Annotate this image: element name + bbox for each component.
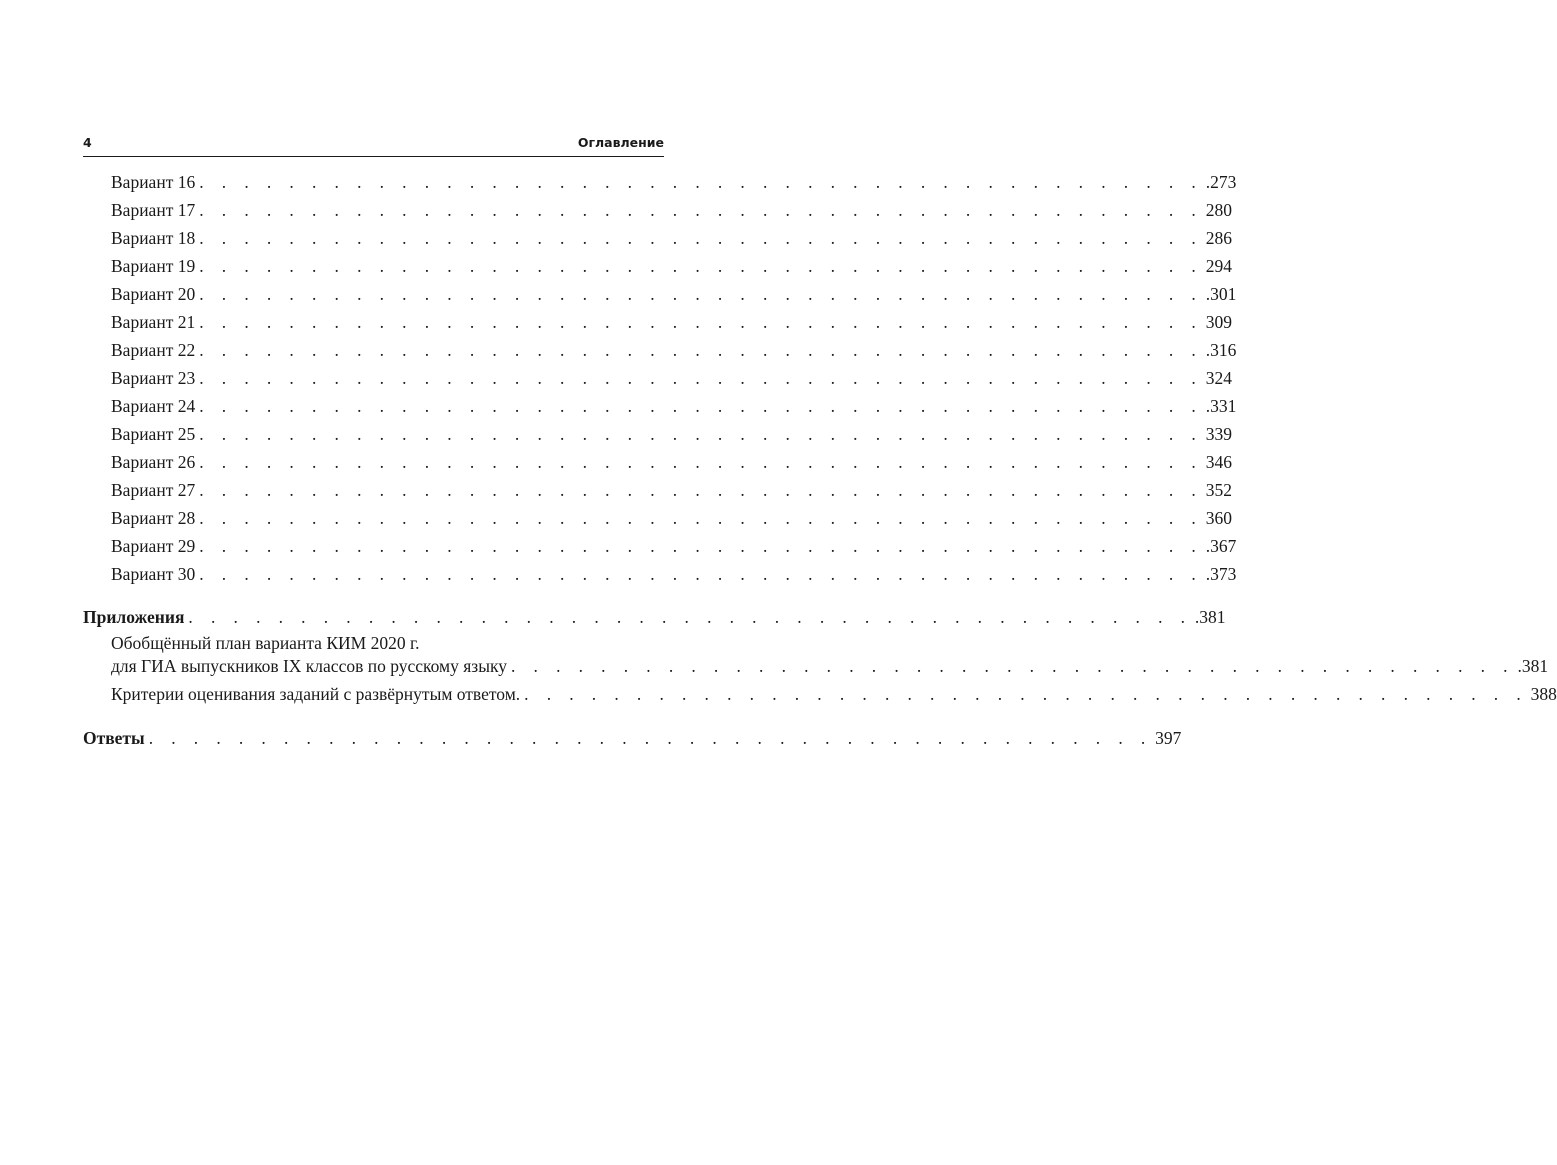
toc-entry-page: .367 [1203, 534, 1237, 558]
toc-sub-entry-line1: Обобщённый план варианта КИМ 2020 г. [111, 633, 420, 653]
toc-entry-page: 286 [1203, 226, 1232, 250]
toc-entry-label: Вариант 19 [111, 254, 199, 278]
toc-entry-variant-23[interactable] [83, 366, 1232, 390]
toc-entry-page: 360 [1203, 506, 1232, 530]
toc-entry-page: .273 [1203, 170, 1237, 194]
dot-leader: . . . . . . . . . . . . . . . . . . . . . . . . . . . . . . . . . . . . . . . . . . . . . [199, 312, 1203, 332]
toc-entry-variant-22[interactable] [83, 338, 1237, 362]
toc-entry-page: .316 [1203, 338, 1237, 362]
toc-entry-variant-16[interactable] [83, 170, 1237, 194]
toc-entry-page: .381 [1514, 654, 1548, 678]
toc-entry-label: Вариант 24 [111, 394, 199, 418]
dot-leader: . . . . . . . . . . . . . . . . . . . . . . . . . . . . . . . . . . . . . . . . . . . . . [199, 564, 1203, 584]
toc-entry-variant-29[interactable] [83, 534, 1237, 558]
toc-entry-variant-28[interactable] [83, 506, 1232, 530]
toc-entry-label: для ГИА выпускников IX классов по русскому языку [111, 654, 511, 678]
toc-entry-page: 388 [1528, 682, 1557, 706]
dot-leader: . . . . . . . . . . . . . . . . . . . . . . . . . . . . . . . . . . . . . . . . . . . . . [510, 656, 1515, 676]
toc-entry-page: 346 [1203, 450, 1232, 474]
toc-entry-label: Вариант 18 [111, 226, 199, 250]
toc-entry-label: Вариант 17 [111, 198, 199, 222]
toc-entry-variant-30[interactable] [83, 562, 1237, 586]
page-number: 4 [83, 135, 92, 150]
dot-leader: . . . . . . . . . . . . . . . . . . . . . . . . . . . . . . . . . . . . . . . . . . . . . [199, 368, 1203, 388]
toc-entry-label: Вариант 23 [111, 366, 199, 390]
toc-entry-label: Вариант 20 [111, 282, 199, 306]
dot-leader: . . . . . . . . . . . . . . . . . . . . . . . . . . . . . . . . . . . . . . . . . . . . . [199, 452, 1203, 472]
toc-entry-variant-19[interactable] [83, 254, 1232, 278]
toc-section-label: Ответы [83, 726, 149, 750]
toc-entry-page: .373 [1203, 562, 1237, 586]
toc-entry-label: Критерии оценивания заданий с развёрнутым ответом. [111, 682, 524, 706]
toc-entry-page: .301 [1203, 282, 1237, 306]
toc-entry-page: 280 [1203, 198, 1232, 222]
toc-entry-page: 324 [1203, 366, 1232, 390]
toc-entry-label: Вариант 29 [111, 534, 199, 558]
toc-entry-page: .331 [1203, 394, 1237, 418]
toc-entry-page: 352 [1203, 478, 1232, 502]
running-title: Оглавление [577, 135, 664, 150]
toc-entry-label: Вариант 21 [111, 310, 199, 334]
toc-entry-label: Вариант 27 [111, 478, 199, 502]
dot-leader: . . . . . . . . . . . . . . . . . . . . . . . . . . . . . . . . . . . . . . . . . . . . . [199, 508, 1203, 528]
dot-leader: . . . . . . . . . . . . . . . . . . . . . . . . . . . . . . . . . . . . . . . . . . . . . [199, 172, 1203, 192]
toc-entry-label: Вариант 26 [111, 450, 199, 474]
toc-entry-label: Вариант 25 [111, 422, 199, 446]
toc-entry-page: .381 [1192, 605, 1226, 629]
toc-entry-label: Вариант 28 [111, 506, 199, 530]
dot-leader: . . . . . . . . . . . . . . . . . . . . . . . . . . . . . . . . . . . . . . . . . . . . . [199, 536, 1203, 556]
toc-entry-page: 294 [1203, 254, 1232, 278]
toc-entry-variant-18[interactable] [83, 226, 1232, 250]
toc-section-label: Приложения [83, 605, 188, 629]
toc-entry-page: 309 [1203, 310, 1232, 334]
dot-leader: . . . . . . . . . . . . . . . . . . . . . . . . . . . . . . . . . . . . . . . . . . . . . [524, 684, 1528, 704]
toc-sub-entry-criteria[interactable] [83, 682, 1557, 706]
toc-entry-label: Вариант 22 [111, 338, 199, 362]
toc-entry-label: Вариант 16 [111, 170, 199, 194]
dot-leader: . . . . . . . . . . . . . . . . . . . . . . . . . . . . . . . . . . . . . . . . . . . . . [148, 728, 1153, 748]
toc-entry-variant-20[interactable] [83, 282, 1237, 306]
toc-entry-variant-25[interactable] [83, 422, 1232, 446]
toc-entry-page: 397 [1152, 726, 1181, 750]
toc-entry-label: Вариант 30 [111, 562, 199, 586]
dot-leader: . . . . . . . . . . . . . . . . . . . . . . . . . . . . . . . . . . . . . . . . . . . . . [199, 228, 1203, 248]
toc-entry-appendix[interactable] [83, 605, 1226, 629]
toc-entry-variant-27[interactable] [83, 478, 1232, 502]
toc-entry-variant-17[interactable] [83, 198, 1232, 222]
dot-leader: . . . . . . . . . . . . . . . . . . . . . . . . . . . . . . . . . . . . . . . . . . . . . [199, 396, 1203, 416]
dot-leader: . . . . . . . . . . . . . . . . . . . . . . . . . . . . . . . . . . . . . . . . . . . . . [199, 284, 1203, 304]
toc-entry-variant-24[interactable] [83, 394, 1237, 418]
toc-sub-entry-kim-plan[interactable] [83, 654, 1549, 678]
toc-entry-answers[interactable] [83, 726, 1182, 750]
dot-leader: . . . . . . . . . . . . . . . . . . . . . . . . . . . . . . . . . . . . . . . . . . . . . [188, 607, 1192, 627]
toc-entry-variant-21[interactable] [83, 310, 1232, 334]
toc-entry-variant-26[interactable] [83, 450, 1232, 474]
dot-leader: . . . . . . . . . . . . . . . . . . . . . . . . . . . . . . . . . . . . . . . . . . . . . [199, 200, 1203, 220]
running-header [83, 134, 664, 157]
toc-entry-page: 339 [1203, 422, 1232, 446]
dot-leader: . . . . . . . . . . . . . . . . . . . . . . . . . . . . . . . . . . . . . . . . . . . . . [199, 480, 1203, 500]
dot-leader: . . . . . . . . . . . . . . . . . . . . . . . . . . . . . . . . . . . . . . . . . . . . . [199, 424, 1203, 444]
dot-leader: . . . . . . . . . . . . . . . . . . . . . . . . . . . . . . . . . . . . . . . . . . . . . [199, 256, 1203, 276]
dot-leader: . . . . . . . . . . . . . . . . . . . . . . . . . . . . . . . . . . . . . . . . . . . . . [199, 340, 1203, 360]
